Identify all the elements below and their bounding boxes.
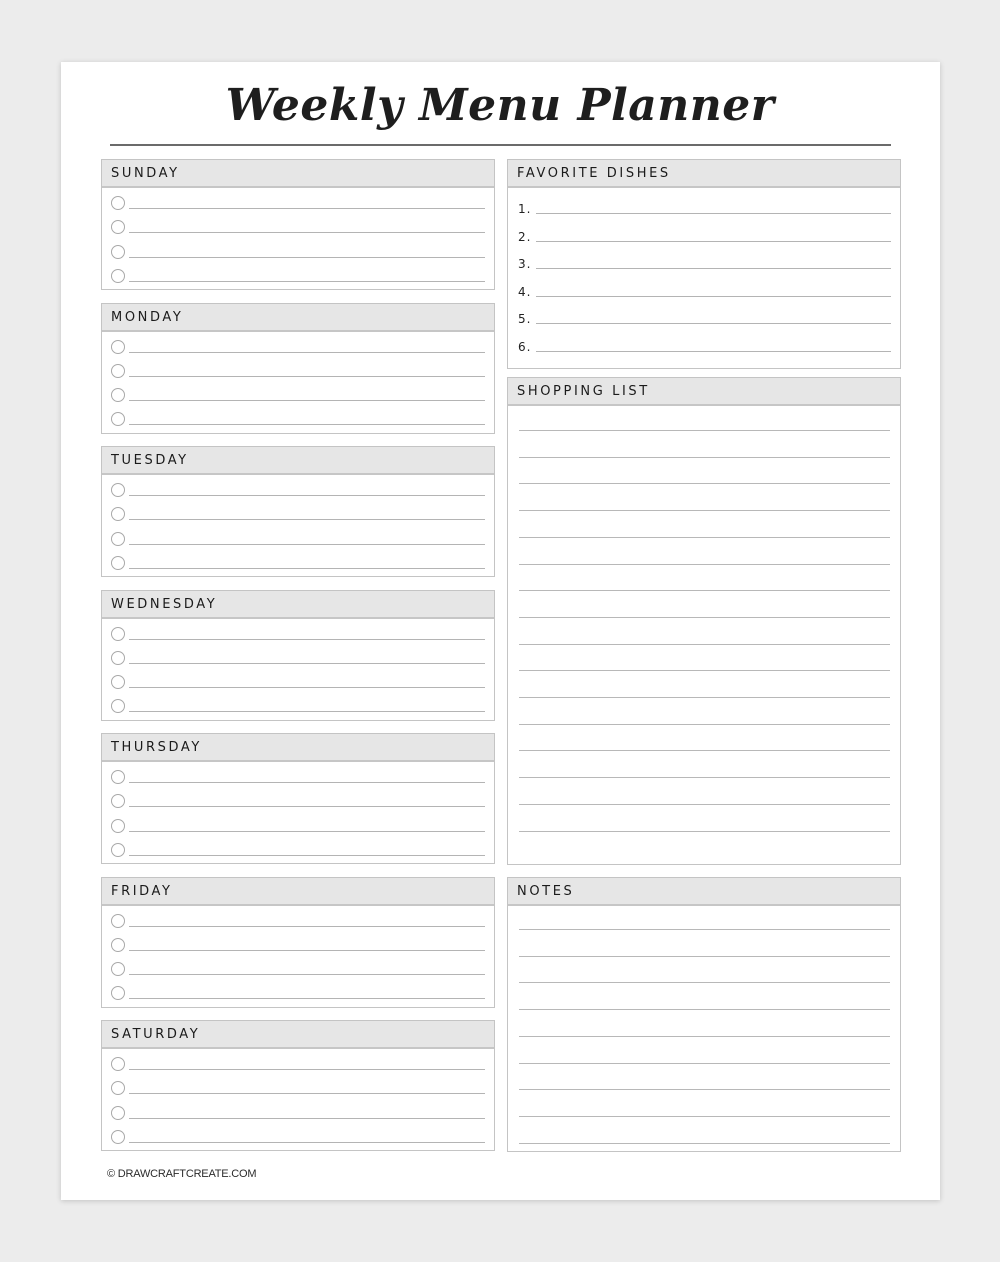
meal-row[interactable] <box>111 556 485 574</box>
copyright-footer: © DRAWCRAFTCREATE.COM <box>107 1168 257 1180</box>
day-box-saturday <box>101 1020 495 1151</box>
shopping-list-line[interactable] <box>519 831 890 832</box>
shopping-list-line[interactable] <box>519 590 890 591</box>
circle-checkbox-icon[interactable] <box>111 962 125 976</box>
day-box-tuesday <box>101 446 495 577</box>
circle-checkbox-icon[interactable] <box>111 843 125 857</box>
day-header: FRIDAY <box>102 878 494 906</box>
writing-line[interactable] <box>129 998 485 999</box>
circle-checkbox-icon[interactable] <box>111 770 125 784</box>
meal-row[interactable] <box>111 532 485 550</box>
writing-line[interactable] <box>129 974 485 975</box>
day-header: SATURDAY <box>102 1021 494 1049</box>
favorite-dish-row[interactable] <box>518 285 891 303</box>
circle-checkbox-icon[interactable] <box>111 914 125 928</box>
favorite-dishes-box <box>507 159 901 369</box>
circle-checkbox-icon[interactable] <box>111 675 125 689</box>
meal-row[interactable] <box>111 507 485 525</box>
writing-line[interactable] <box>129 544 485 545</box>
meal-row[interactable] <box>111 962 485 980</box>
shopping-list-header: SHOPPING LIST <box>508 378 900 406</box>
day-box-sunday <box>101 159 495 290</box>
shopping-list-line[interactable] <box>519 617 890 618</box>
circle-checkbox-icon[interactable] <box>111 196 125 210</box>
writing-line[interactable] <box>129 1093 485 1094</box>
writing-line[interactable] <box>129 711 485 712</box>
notes-line[interactable] <box>519 982 890 983</box>
meal-row[interactable] <box>111 986 485 1004</box>
writing-line[interactable] <box>129 424 485 425</box>
day-header: WEDNESDAY <box>102 591 494 619</box>
meal-row[interactable] <box>111 843 485 861</box>
circle-checkbox-icon[interactable] <box>111 938 125 952</box>
shopping-list-line[interactable] <box>519 644 890 645</box>
shopping-list-line[interactable] <box>519 724 890 725</box>
writing-line[interactable] <box>129 806 485 807</box>
meal-row[interactable] <box>111 1130 485 1148</box>
meal-row[interactable] <box>111 819 485 837</box>
meal-row[interactable] <box>111 245 485 263</box>
writing-line[interactable] <box>129 950 485 951</box>
circle-checkbox-icon[interactable] <box>111 1106 125 1120</box>
writing-line[interactable] <box>536 351 891 352</box>
favorite-dish-row[interactable] <box>518 257 891 275</box>
notes-line[interactable] <box>519 1009 890 1010</box>
writing-line[interactable] <box>129 926 485 927</box>
item-number: 4. <box>518 284 532 299</box>
shopping-list-line[interactable] <box>519 697 890 698</box>
circle-checkbox-icon[interactable] <box>111 483 125 497</box>
day-header: THURSDAY <box>102 734 494 762</box>
writing-line[interactable] <box>129 495 485 496</box>
meal-row[interactable] <box>111 340 485 358</box>
meal-row[interactable] <box>111 269 485 287</box>
favorite-dish-row[interactable] <box>518 230 891 248</box>
notes-box <box>507 877 901 1152</box>
shopping-list-line[interactable] <box>519 777 890 778</box>
circle-checkbox-icon[interactable] <box>111 556 125 570</box>
meal-row[interactable] <box>111 914 485 932</box>
meal-row[interactable] <box>111 699 485 717</box>
writing-line[interactable] <box>129 376 485 377</box>
writing-line[interactable] <box>129 257 485 258</box>
shopping-list-line[interactable] <box>519 430 890 431</box>
circle-checkbox-icon[interactable] <box>111 532 125 546</box>
circle-checkbox-icon[interactable] <box>111 507 125 521</box>
shopping-list-line[interactable] <box>519 750 890 751</box>
notes-line[interactable] <box>519 956 890 957</box>
writing-line[interactable] <box>129 1069 485 1070</box>
meal-row[interactable] <box>111 196 485 214</box>
writing-line[interactable] <box>129 281 485 282</box>
circle-checkbox-icon[interactable] <box>111 699 125 713</box>
writing-line[interactable] <box>129 352 485 353</box>
item-number: 3. <box>518 257 532 272</box>
writing-line[interactable] <box>536 323 891 324</box>
circle-checkbox-icon[interactable] <box>111 986 125 1000</box>
favorite-dish-row[interactable] <box>518 202 891 220</box>
writing-line[interactable] <box>129 208 485 209</box>
title-divider <box>110 144 891 146</box>
shopping-list-line[interactable] <box>519 537 890 538</box>
writing-line[interactable] <box>129 400 485 401</box>
circle-checkbox-icon[interactable] <box>111 1081 125 1095</box>
circle-checkbox-icon[interactable] <box>111 651 125 665</box>
writing-line[interactable] <box>129 568 485 569</box>
day-header: SUNDAY <box>102 160 494 188</box>
favorite-dish-row[interactable] <box>518 340 891 358</box>
item-number: 2. <box>518 229 532 244</box>
item-number: 1. <box>518 202 532 216</box>
notes-line[interactable] <box>519 1116 890 1117</box>
circle-checkbox-icon[interactable] <box>111 388 125 402</box>
circle-checkbox-icon[interactable] <box>111 340 125 354</box>
notes-line[interactable] <box>519 1063 890 1064</box>
meal-row[interactable] <box>111 364 485 382</box>
notes-header: NOTES <box>508 878 900 906</box>
meal-row[interactable] <box>111 938 485 956</box>
circle-checkbox-icon[interactable] <box>111 412 125 426</box>
meal-row[interactable] <box>111 412 485 430</box>
item-number: 6. <box>518 340 532 354</box>
circle-checkbox-icon[interactable] <box>111 1057 125 1071</box>
circle-checkbox-icon[interactable] <box>111 269 125 283</box>
day-header: TUESDAY <box>102 447 494 475</box>
shopping-list-line[interactable] <box>519 564 890 565</box>
shopping-list-line[interactable] <box>519 510 890 511</box>
writing-line[interactable] <box>129 687 485 688</box>
writing-line[interactable] <box>129 1142 485 1143</box>
writing-line[interactable] <box>129 232 485 233</box>
day-box-monday <box>101 303 495 434</box>
day-box-friday <box>101 877 495 1008</box>
circle-checkbox-icon[interactable] <box>111 627 125 641</box>
meal-row[interactable] <box>111 651 485 669</box>
day-box-wednesday <box>101 590 495 721</box>
meal-row[interactable] <box>111 483 485 501</box>
circle-checkbox-icon[interactable] <box>111 220 125 234</box>
meal-row[interactable] <box>111 770 485 788</box>
writing-line[interactable] <box>129 639 485 640</box>
writing-line[interactable] <box>536 241 891 242</box>
writing-line[interactable] <box>536 296 891 297</box>
notes-line[interactable] <box>519 1036 890 1037</box>
shopping-list-line[interactable] <box>519 457 890 458</box>
meal-row[interactable] <box>111 627 485 645</box>
meal-row[interactable] <box>111 675 485 693</box>
notes-line[interactable] <box>519 929 890 930</box>
writing-line[interactable] <box>129 1118 485 1119</box>
meal-row[interactable] <box>111 220 485 238</box>
meal-row[interactable] <box>111 794 485 812</box>
favorite-dishes-header: FAVORITE DISHES <box>508 160 900 188</box>
meal-row[interactable] <box>111 1081 485 1099</box>
writing-line[interactable] <box>129 782 485 783</box>
notes-line[interactable] <box>519 1089 890 1090</box>
writing-line[interactable] <box>129 831 485 832</box>
circle-checkbox-icon[interactable] <box>111 245 125 259</box>
notes-line[interactable] <box>519 1143 890 1144</box>
shopping-list-line[interactable] <box>519 670 890 671</box>
circle-checkbox-icon[interactable] <box>111 794 125 808</box>
meal-row[interactable] <box>111 1106 485 1124</box>
writing-line[interactable] <box>536 268 891 269</box>
page-title: Weekly Menu Planner <box>225 80 775 131</box>
meal-row[interactable] <box>111 1057 485 1075</box>
circle-checkbox-icon[interactable] <box>111 364 125 378</box>
circle-checkbox-icon[interactable] <box>111 1130 125 1144</box>
shopping-list-line[interactable] <box>519 483 890 484</box>
favorite-dish-row[interactable] <box>518 312 891 330</box>
writing-line[interactable] <box>129 663 485 664</box>
writing-line[interactable] <box>129 519 485 520</box>
writing-line[interactable] <box>536 213 891 214</box>
day-box-thursday <box>101 733 495 864</box>
writing-line[interactable] <box>129 855 485 856</box>
shopping-list-line[interactable] <box>519 804 890 805</box>
day-header: MONDAY <box>102 304 494 332</box>
shopping-list-box <box>507 377 901 865</box>
circle-checkbox-icon[interactable] <box>111 819 125 833</box>
item-number: 5. <box>518 312 532 327</box>
meal-row[interactable] <box>111 388 485 406</box>
